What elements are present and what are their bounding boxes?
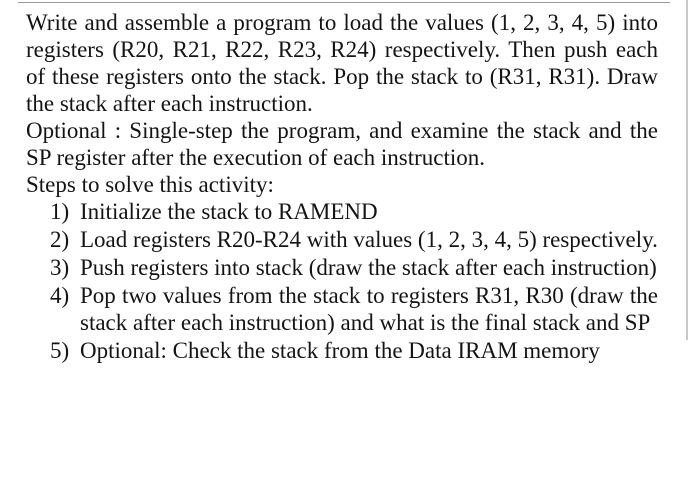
step-text: Pop two values from the stack to registers R31, R30 (draw the stack after each instruction) and what is the final stack and SP xyxy=(80,283,658,335)
step-text: Initialize the stack to RAMEND xyxy=(80,199,378,224)
step-item xyxy=(50,337,658,364)
steps-list xyxy=(26,198,658,364)
intro-paragraph: Write and assemble a program to load the values (1, 2, 3, 4, 5) into registers (R20, R21, R22, R23, R24) respectively. Then push each of these registers onto the stack. Pop the stack to (R31, R31). Draw the stack after each instruction. xyxy=(26,10,658,116)
step-number: 1) xyxy=(50,199,70,224)
right-edge-divider xyxy=(686,0,688,340)
top-divider xyxy=(18,2,670,3)
step-item xyxy=(50,282,658,336)
step-text: Load registers R20-R24 with values (1, 2, 3, 4, 5) respectively. xyxy=(80,227,658,252)
activity-text xyxy=(26,9,658,365)
step-text: Push registers into stack (draw the stack after each instruction) xyxy=(80,255,657,280)
step-number: 2) xyxy=(50,227,70,252)
steps-heading: Steps to solve this activity: xyxy=(26,172,274,197)
optional-paragraph: Optional : Single-step the program, and examine the stack and the SP register after the execution of each instruction. xyxy=(26,118,658,170)
step-number: 5) xyxy=(50,338,70,363)
step-number: 4) xyxy=(50,283,70,308)
step-item xyxy=(50,198,658,225)
step-item xyxy=(50,254,658,281)
step-text: Optional: Check the stack from the Data IRAM memory xyxy=(80,338,600,363)
step-number: 3) xyxy=(50,255,70,280)
step-item xyxy=(50,226,658,253)
